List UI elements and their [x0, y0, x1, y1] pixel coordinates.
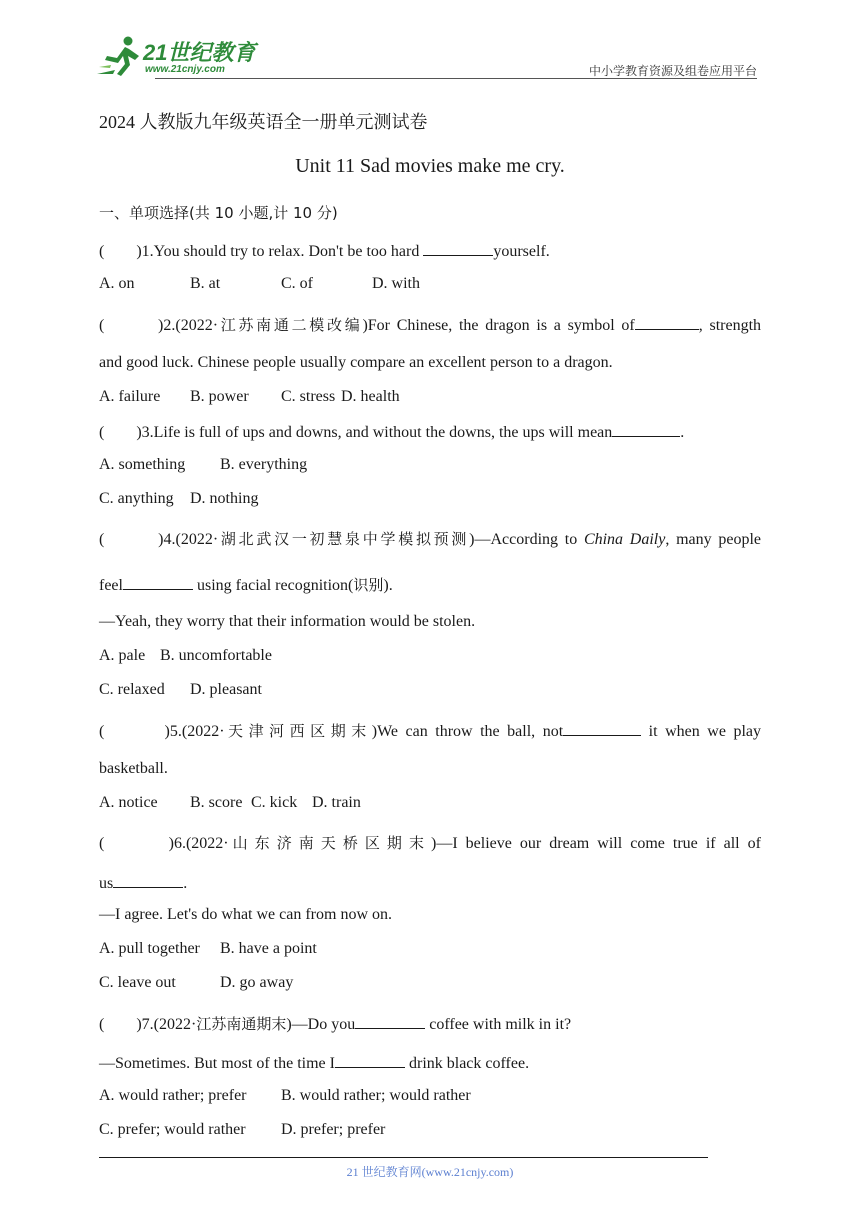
- option-c: C. anything: [99, 490, 174, 507]
- answer-paren: ( ): [99, 424, 142, 441]
- answer-blank: [635, 314, 699, 330]
- answer-blank: [612, 421, 680, 437]
- question-4-line-2: feel using facial recognition(识别).: [99, 576, 393, 594]
- question-2-line-2: and good luck. Chinese people usually compare an excellent person to a dragon.: [99, 354, 613, 371]
- question-1-options: [99, 274, 420, 294]
- document-subtitle: Unit 11 Sad movies make me cry.: [295, 155, 565, 177]
- question-source: 江苏南通二模改编: [218, 316, 363, 334]
- question-7: ( )7.(2022·江苏南通期末)—Do you coffee with milk in it?: [99, 1015, 572, 1033]
- question-6: ( )6.(2022·山东济南天桥区期末)—I believe our dream will come true if all of: [99, 834, 761, 852]
- option-d: D. go away: [220, 974, 294, 991]
- question-source: 天津河西区期末: [224, 722, 372, 740]
- answer-paren: ( ): [99, 1016, 142, 1033]
- question-7-options-row-1: [99, 1086, 471, 1106]
- runner-logo-icon: [95, 34, 143, 80]
- option-a: A. pale: [99, 647, 146, 664]
- option-c: C. prefer; would rather: [99, 1121, 246, 1138]
- option-c: C. stress: [281, 388, 336, 405]
- question-2-options: [99, 387, 400, 407]
- question-6-options-row-1: [99, 939, 317, 959]
- question-6-line-3: —I agree. Let's do what we can from now on.: [99, 906, 393, 923]
- option-b: B. would rather; would rather: [281, 1087, 471, 1104]
- option-b: B. at: [190, 275, 221, 292]
- answer-blank: [423, 240, 493, 256]
- logo: [95, 34, 265, 80]
- option-b: B. uncomfortable: [160, 647, 272, 664]
- option-c: C. relaxed: [99, 681, 165, 698]
- option-a: A. on: [99, 275, 135, 292]
- option-a: A. pull together: [99, 940, 200, 957]
- document-title: 2024 人教版九年级英语全一册单元测试卷: [99, 112, 428, 132]
- option-d: D. with: [372, 275, 420, 292]
- question-6-line-2: us .: [99, 872, 187, 894]
- page-header: [95, 30, 757, 80]
- option-c: C. leave out: [99, 974, 176, 991]
- section-heading: 一、单项选择(共 10 小题,计 10 分): [99, 204, 338, 222]
- option-b: B. everything: [220, 456, 308, 473]
- question-4-line-3: —Yeah, they worry that their information would be stolen.: [99, 613, 476, 630]
- question-3-options-row-2: [99, 489, 258, 509]
- option-d: D. health: [341, 388, 400, 405]
- header-tagline: 中小学教育资源及组卷应用平台: [588, 64, 757, 78]
- question-5-line-2: basketball.: [99, 760, 168, 777]
- answer-paren: ( ): [99, 317, 164, 334]
- option-d: D. nothing: [190, 490, 259, 507]
- answer-paren: ( ): [99, 531, 164, 548]
- option-a: A. notice: [99, 794, 158, 811]
- question-4: ( )4.(2022·湖北武汉一初慧泉中学模拟预测)—According to China Daily, many people: [99, 530, 762, 548]
- question-7-options-row-2: [99, 1120, 385, 1140]
- question-source: 山东济南天桥区期末: [228, 834, 431, 852]
- answer-blank: [123, 574, 193, 590]
- question-1: ( )1.You should try to relax. Don't be too hard yourself.: [99, 240, 550, 262]
- answer-blank: [355, 1013, 425, 1029]
- answer-blank: [563, 720, 641, 736]
- option-d: D. train: [312, 794, 361, 811]
- answer-blank: [335, 1052, 405, 1068]
- option-d: D. pleasant: [190, 681, 262, 698]
- question-source: 江苏南通期末: [196, 1015, 287, 1033]
- option-b: B. score: [190, 794, 243, 811]
- logo-text: 21世纪教育: [143, 40, 256, 65]
- question-3: ( )3.Life is full of ups and downs, and without the downs, the ups will mean .: [99, 421, 684, 443]
- option-a: A. something: [99, 456, 186, 473]
- question-source: 湖北武汉一初慧泉中学模拟预测: [218, 530, 470, 548]
- option-c: C. of: [281, 275, 313, 292]
- logo-url: www.21cnjy.com: [145, 64, 225, 75]
- header-divider: [155, 78, 757, 79]
- option-a: A. failure: [99, 388, 161, 405]
- question-6-options-row-2: [99, 973, 293, 993]
- publication-name: China Daily: [583, 531, 666, 548]
- page-footer[interactable]: 21 世纪教育网(www.21cnjy.com): [346, 1165, 514, 1179]
- question-3-options-row-1: [99, 455, 307, 475]
- footer-divider: [99, 1157, 708, 1158]
- option-b: B. have a point: [220, 940, 317, 957]
- question-5: ( )5.(2022·天津河西区期末)We can throw the ball, not it when we play: [99, 722, 762, 740]
- option-c: C. kick: [251, 794, 298, 811]
- option-a: A. would rather; prefer: [99, 1087, 247, 1104]
- question-4-options-row-2: [99, 680, 262, 700]
- option-b: B. power: [190, 388, 249, 405]
- option-d: D. prefer; prefer: [281, 1121, 386, 1138]
- question-2: ( )2.(2022·江苏南通二模改编)For Chinese, the dragon is a symbol of , strength: [99, 316, 762, 334]
- question-5-options: [99, 793, 361, 813]
- answer-paren: ( ): [99, 835, 174, 852]
- question-7-line-2: —Sometimes. But most of the time I drink black coffee.: [99, 1052, 529, 1074]
- answer-paren: ( ): [99, 723, 170, 740]
- question-4-options-row-1: [99, 646, 272, 666]
- answer-blank: [113, 872, 183, 888]
- answer-paren: ( ): [99, 243, 142, 260]
